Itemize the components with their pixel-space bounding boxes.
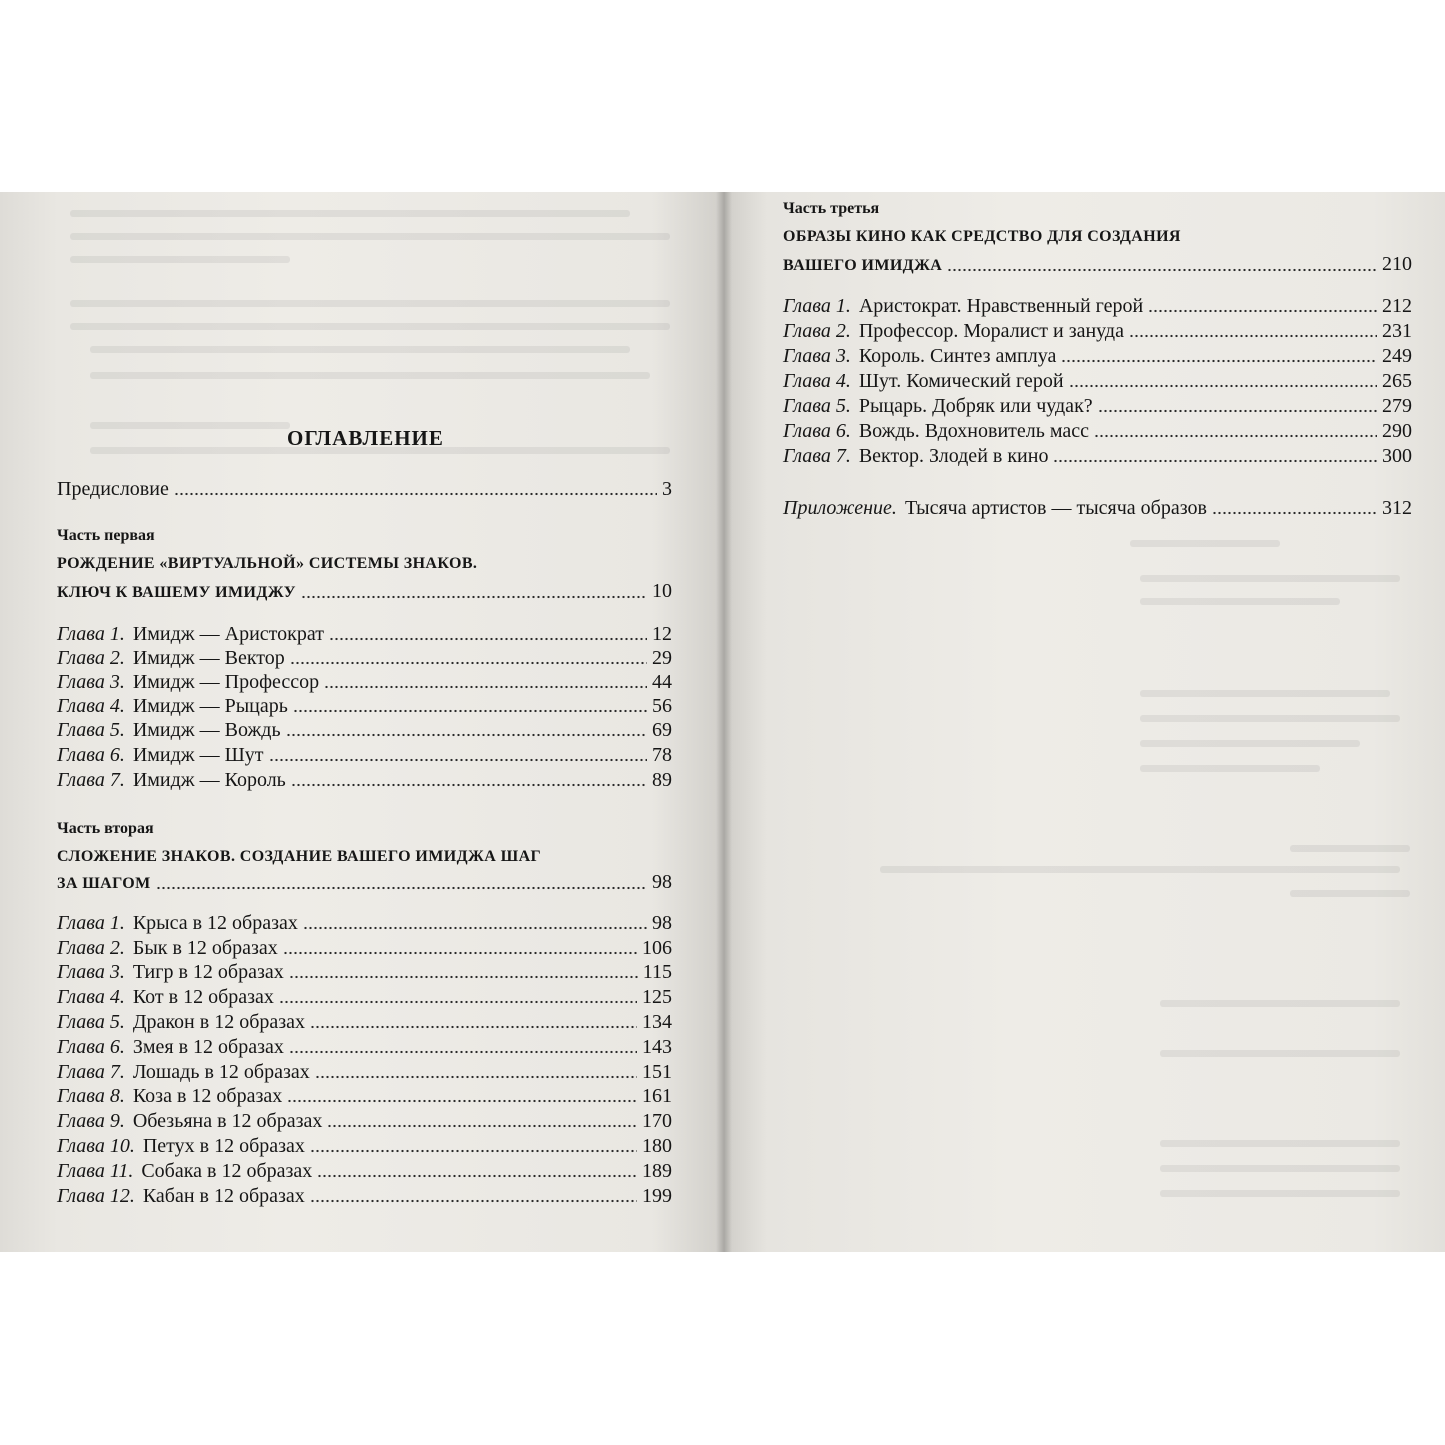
toc-row-chapter <box>57 911 672 936</box>
page-number: 189 <box>642 1160 672 1182</box>
chapter-title: Обезьяна в 12 образах <box>132 1110 323 1132</box>
page-number: 78 <box>652 744 672 766</box>
dot-leader <box>317 1174 637 1178</box>
toc-row-chapter <box>57 646 672 671</box>
chapter-title: Шут. Комический герой <box>858 370 1064 392</box>
chapter-title: Вектор. Злодей в кино <box>858 445 1049 467</box>
chapter-title: Король. Синтез амплуа <box>858 345 1057 367</box>
dot-leader <box>283 951 637 955</box>
chapter-title: Тигр в 12 образах <box>132 961 284 983</box>
dot-leader <box>1053 459 1377 463</box>
dot-leader <box>1094 434 1377 438</box>
page-number: 249 <box>1382 345 1412 367</box>
chapter-title: Имидж — Аристократ <box>132 623 324 645</box>
toc-row-chapter <box>57 768 672 793</box>
toc-row-chapter <box>57 1035 672 1060</box>
chapter-title: Вождь. Вдохновитель масс <box>858 420 1090 442</box>
page-number: 290 <box>1382 420 1412 442</box>
toc-row-chapter <box>57 670 672 695</box>
page-number: 210 <box>1382 253 1412 275</box>
chapter-number: Глава 7. <box>783 445 851 467</box>
toc-row-chapter <box>57 694 672 719</box>
chapter-title: Лошадь в 12 образах <box>132 1061 310 1083</box>
chapter-number: Глава 3. <box>783 345 851 367</box>
dot-leader <box>293 709 647 713</box>
chapter-title: Имидж — Вождь <box>132 719 281 741</box>
page-number: 170 <box>642 1110 672 1132</box>
page-number: 56 <box>652 695 672 717</box>
part2-heading-line2: ЗА ШАГОМ <box>57 875 151 892</box>
page-number: 231 <box>1382 320 1412 342</box>
page-number: 312 <box>1382 497 1412 519</box>
book-gutter <box>716 192 732 1252</box>
toc-row-chapter <box>57 960 672 985</box>
chapter-number: Глава 6. <box>783 420 851 442</box>
chapter-number: Глава 2. <box>783 320 851 342</box>
page-number: 265 <box>1382 370 1412 392</box>
dot-leader <box>269 758 647 762</box>
part2-heading-line1: СЛОЖЕНИЕ ЗНАКОВ. СОЗДАНИЕ ВАШЕГО ИМИДЖА ШАГ <box>57 848 542 865</box>
toc-row-chapter <box>783 294 1412 319</box>
part2-label: Часть вторая <box>57 820 154 837</box>
chapter-title: Кот в 12 образах <box>132 986 274 1008</box>
toc-row-chapter <box>57 1134 672 1159</box>
dot-leader <box>156 886 647 890</box>
dot-leader <box>315 1075 637 1079</box>
page-number: 98 <box>652 912 672 934</box>
chapter-number: Глава 9. <box>57 1110 125 1132</box>
toc-row-chapter <box>783 444 1412 469</box>
dot-leader <box>1129 334 1377 338</box>
part3-label: Часть третья <box>783 200 880 217</box>
chapter-title: Петух в 12 образах <box>142 1135 305 1157</box>
dot-leader <box>279 1000 637 1004</box>
chapter-title: Змея в 12 образах <box>132 1036 284 1058</box>
chapter-title: Имидж — Профессор <box>132 671 320 693</box>
chapter-number: Глава 5. <box>57 1011 125 1033</box>
dot-leader <box>1212 511 1377 515</box>
toc-row-chapter <box>57 718 672 743</box>
page-number: 180 <box>642 1135 672 1157</box>
page-number: 115 <box>642 961 672 983</box>
chapter-title: Крыса в 12 образах <box>132 912 298 934</box>
toc-row-part2 <box>57 870 672 896</box>
part1-heading-line1: РОЖДЕНИЕ «ВИРТУАЛЬНОЙ» СИСТЕМЫ ЗНАКОВ. <box>57 555 478 572</box>
chapter-number: Глава 4. <box>57 986 125 1008</box>
page-number: 151 <box>642 1061 672 1083</box>
dot-leader <box>174 492 657 496</box>
chapter-number: Глава 1. <box>783 295 851 317</box>
dot-leader <box>291 783 647 787</box>
dot-leader <box>327 1124 637 1128</box>
dot-leader <box>1069 384 1377 388</box>
toc-row-chapter <box>57 1084 672 1109</box>
page-number: 125 <box>642 986 672 1008</box>
part1-heading-line2: КЛЮЧ К ВАШЕМУ ИМИДЖУ <box>57 584 296 601</box>
chapter-title: Профессор. Моралист и зануда <box>858 320 1124 342</box>
toc-row-chapter <box>57 743 672 768</box>
chapter-number: Глава 10. <box>57 1135 135 1157</box>
toc-row-chapter <box>57 936 672 961</box>
chapter-number: Глава 5. <box>783 395 851 417</box>
page-number: 44 <box>652 671 672 693</box>
chapter-number: Глава 8. <box>57 1085 125 1107</box>
page-number: 134 <box>642 1011 672 1033</box>
dot-leader <box>329 637 647 641</box>
chapter-number: Глава 6. <box>57 1036 125 1058</box>
dot-leader <box>287 1099 637 1103</box>
toc-row-chapter <box>783 319 1412 344</box>
toc-row-preface <box>57 477 672 502</box>
toc-row-chapter <box>57 1060 672 1085</box>
dot-leader <box>310 1199 637 1203</box>
dot-leader <box>1148 309 1377 313</box>
dot-leader <box>289 975 638 979</box>
chapter-number: Глава 3. <box>57 961 125 983</box>
chapter-number: Глава 3. <box>57 671 125 693</box>
chapter-title: Кабан в 12 образах <box>142 1185 305 1207</box>
page-number: 143 <box>642 1036 672 1058</box>
chapter-number: Глава 1. <box>57 623 125 645</box>
chapter-number: Глава 6. <box>57 744 125 766</box>
preface-label: Предисловие <box>57 478 169 500</box>
chapter-number: Глава 12. <box>57 1185 135 1207</box>
toc-row-chapter <box>57 1010 672 1035</box>
chapter-title: Рыцарь. Добряк или чудак? <box>858 395 1093 417</box>
page-number: 3 <box>662 478 672 500</box>
part1-label: Часть первая <box>57 527 155 544</box>
toc-row-chapter <box>57 1184 672 1209</box>
chapter-number: Глава 1. <box>57 912 125 934</box>
chapter-title: Аристократ. Нравственный герой <box>858 295 1144 317</box>
chapter-number: Глава 5. <box>57 719 125 741</box>
toc-row-chapter <box>783 419 1412 444</box>
page-number: 106 <box>642 937 672 959</box>
chapter-title: Имидж — Король <box>132 769 286 791</box>
page-number: 161 <box>642 1085 672 1107</box>
toc-row-chapter <box>57 622 672 647</box>
chapter-number: Глава 2. <box>57 647 125 669</box>
toc-row-chapter <box>783 369 1412 394</box>
dot-leader <box>303 926 647 930</box>
toc-row-chapter <box>57 1159 672 1184</box>
page-number: 279 <box>1382 395 1412 417</box>
chapter-number: Глава 11. <box>57 1160 134 1182</box>
chapter-number: Глава 7. <box>57 1061 125 1083</box>
page-number: 69 <box>652 719 672 741</box>
toc-row-chapter <box>57 985 672 1010</box>
toc-row-part1 <box>57 579 672 605</box>
page-number: 89 <box>652 769 672 791</box>
dot-leader <box>310 1025 637 1029</box>
page-number: 29 <box>652 647 672 669</box>
dot-leader <box>290 661 647 665</box>
chapter-title: Имидж — Рыцарь <box>132 695 288 717</box>
chapter-number: Глава 2. <box>57 937 125 959</box>
page-number: 199 <box>642 1185 672 1207</box>
chapter-title: Имидж — Вектор <box>132 647 285 669</box>
appendix-label: Приложение. <box>783 497 897 519</box>
dot-leader <box>286 733 647 737</box>
toc-title: ОГЛАВЛЕНИЕ <box>287 426 444 450</box>
chapter-number: Глава 4. <box>783 370 851 392</box>
dot-leader <box>324 685 647 689</box>
appendix-title: Тысяча артистов — тысяча образов <box>904 497 1207 519</box>
toc-row-chapter <box>783 344 1412 369</box>
page-number: 10 <box>652 580 672 602</box>
chapter-title: Собака в 12 образах <box>141 1160 313 1182</box>
dot-leader <box>310 1149 637 1153</box>
dot-leader <box>301 595 647 599</box>
part3-heading-line1: ОБРАЗЫ КИНО КАК СРЕДСТВО ДЛЯ СОЗДАНИЯ <box>783 228 1181 245</box>
page-number: 12 <box>652 623 672 645</box>
part3-heading-line2: ВАШЕГО ИМИДЖА <box>783 257 943 274</box>
chapter-number: Глава 4. <box>57 695 125 717</box>
chapter-title: Дракон в 12 образах <box>132 1011 306 1033</box>
chapter-title: Бык в 12 образах <box>132 937 278 959</box>
dot-leader <box>289 1050 637 1054</box>
page-number: 212 <box>1382 295 1412 317</box>
dot-leader <box>1061 359 1377 363</box>
dot-leader <box>947 268 1377 272</box>
toc-row-chapter <box>783 394 1412 419</box>
page-number: 98 <box>652 871 672 893</box>
toc-row-part3 <box>783 252 1412 278</box>
chapter-title: Коза в 12 образах <box>132 1085 283 1107</box>
dot-leader <box>1098 409 1377 413</box>
page-number: 300 <box>1382 445 1412 467</box>
toc-row-appendix <box>783 496 1412 521</box>
chapter-title: Имидж — Шут <box>132 744 264 766</box>
toc-row-chapter <box>57 1109 672 1134</box>
chapter-number: Глава 7. <box>57 769 125 791</box>
